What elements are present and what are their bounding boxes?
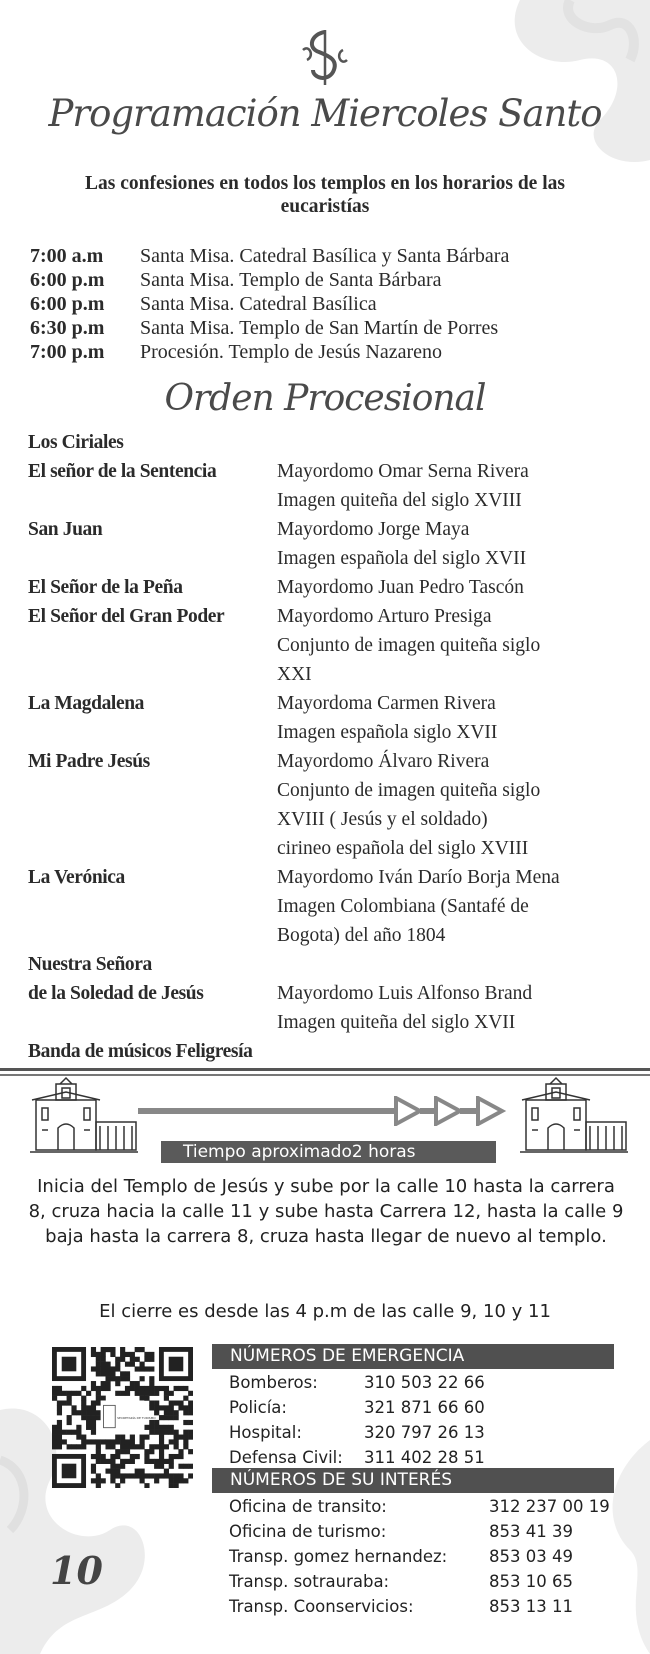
schedule-event: Procesión. Templo de Jesús Nazareno bbox=[140, 341, 443, 363]
procession-detail: Conjunto de imagen quiteña siglo bbox=[277, 780, 541, 801]
procession-detail: Mayordomo Luis Alfonso Brand bbox=[277, 983, 533, 1004]
interest-label: Transp. gomez hernandez: bbox=[229, 1547, 448, 1566]
schedule-time: 7:00 p.m bbox=[30, 341, 105, 363]
procession-row bbox=[28, 689, 650, 718]
procession-name bbox=[28, 486, 277, 515]
interest-number[interactable]: 853 41 39 bbox=[489, 1522, 573, 1541]
schedule-event: Santa Misa. Catedral Basílica y Santa Bárbara bbox=[140, 245, 510, 267]
procession-name bbox=[28, 1008, 277, 1037]
emergency-number[interactable]: 320 797 26 13 bbox=[364, 1423, 485, 1442]
closure-note: El cierre es desde las 4 p.m de las calle 9, 10 y 11 bbox=[99, 1301, 551, 1322]
procession-detail bbox=[277, 428, 617, 457]
procession-row bbox=[28, 660, 650, 689]
mass-schedule bbox=[30, 244, 509, 364]
schedule-time: 6:00 p.m bbox=[30, 293, 105, 315]
emergency-row bbox=[229, 1420, 485, 1445]
interest-row bbox=[229, 1594, 610, 1619]
interest-label: Oficina de turismo: bbox=[229, 1522, 387, 1541]
procession-detail: cirineo española del siglo XVIII bbox=[277, 838, 529, 859]
procession-list bbox=[28, 428, 650, 1066]
schedule-event: Santa Misa. Catedral Basílica bbox=[140, 293, 377, 315]
procession-detail: XVIII ( Jesús y el soldado) bbox=[277, 809, 488, 830]
emergency-heading: NÚMEROS DE EMERGENCIA bbox=[212, 1344, 614, 1369]
procession-detail: Mayordomo Jorge Maya bbox=[277, 519, 470, 540]
interest-row bbox=[229, 1569, 610, 1594]
procession-name: Banda de músicos Feligresía bbox=[28, 1041, 253, 1062]
procession-name bbox=[28, 921, 277, 950]
emergency-number[interactable]: 321 871 66 60 bbox=[364, 1398, 485, 1417]
interest-number[interactable]: 853 10 65 bbox=[489, 1572, 573, 1591]
procession-detail bbox=[277, 950, 617, 979]
procession-detail: Imagen quiteña del siglo XVII bbox=[277, 1012, 516, 1033]
procession-row bbox=[28, 950, 650, 979]
procession-row bbox=[28, 776, 650, 805]
procession-detail bbox=[428, 1037, 650, 1066]
procession-detail: Mayordomo Omar Serna Rivera bbox=[277, 461, 529, 482]
emergency-label: Defensa Civil: bbox=[229, 1448, 343, 1467]
procession-row bbox=[28, 631, 650, 660]
procession-name: La Magdalena bbox=[28, 693, 144, 714]
procession-row bbox=[28, 486, 650, 515]
svg-text:SECRETARÍA DE TURISMO: SECRETARÍA DE TURISMO bbox=[117, 1415, 156, 1420]
procession-name: La Verónica bbox=[28, 867, 125, 888]
church-icon-right bbox=[520, 1076, 628, 1156]
interest-row bbox=[229, 1519, 610, 1544]
procession-detail: Imagen española siglo XVII bbox=[277, 722, 498, 743]
procession-row bbox=[28, 544, 650, 573]
route-arrow-icon bbox=[138, 1096, 516, 1126]
procession-row bbox=[28, 863, 650, 892]
emergency-row bbox=[229, 1445, 485, 1470]
page-title: Programación Miercoles Santo bbox=[48, 92, 602, 135]
procession-row bbox=[28, 515, 650, 544]
schedule-time: 7:00 a.m bbox=[30, 245, 104, 267]
procession-name: Los Ciriales bbox=[28, 432, 124, 453]
page-number: 10 bbox=[50, 1548, 103, 1593]
procession-row bbox=[28, 747, 650, 776]
interest-number[interactable]: 853 13 11 bbox=[489, 1597, 573, 1616]
interest-heading: NÚMEROS DE SU INTERÉS bbox=[212, 1468, 614, 1493]
procession-name bbox=[28, 631, 277, 660]
procession-detail: Conjunto de imagen quiteña siglo bbox=[277, 635, 541, 656]
procession-row bbox=[28, 573, 650, 602]
procession-name: Mi Padre Jesús bbox=[28, 751, 150, 772]
procession-name: El Señor de la Peña bbox=[28, 577, 183, 598]
schedule-row bbox=[30, 292, 509, 316]
interest-label: Transp. Coonservicios: bbox=[229, 1597, 414, 1616]
emergency-number[interactable]: 310 503 22 66 bbox=[364, 1373, 485, 1392]
procession-name bbox=[28, 718, 277, 747]
interest-label: Oficina de transito: bbox=[229, 1497, 387, 1516]
interest-list bbox=[229, 1494, 610, 1619]
emblem-icon bbox=[299, 30, 351, 85]
procession-detail: Bogota) del año 1804 bbox=[277, 925, 446, 946]
qr-code bbox=[52, 1347, 193, 1488]
procession-row bbox=[28, 602, 650, 631]
procession-name: El señor de la Sentencia bbox=[28, 461, 217, 482]
procession-name bbox=[28, 776, 277, 805]
procession-name: Nuestra Señora bbox=[28, 954, 152, 975]
procession-row bbox=[28, 834, 650, 863]
procession-row bbox=[28, 718, 650, 747]
procession-name: San Juan bbox=[28, 519, 103, 540]
procession-row bbox=[28, 892, 650, 921]
schedule-event: Santa Misa. Templo de San Martín de Porres bbox=[140, 317, 499, 339]
procession-detail: Mayordoma Carmen Rivera bbox=[277, 693, 496, 714]
schedule-time: 6:30 p.m bbox=[30, 317, 105, 339]
interest-label: Transp. sotrauraba: bbox=[229, 1572, 390, 1591]
interest-number[interactable]: 853 03 49 bbox=[489, 1547, 573, 1566]
emergency-label: Hospital: bbox=[229, 1423, 302, 1442]
emergency-label: Policía: bbox=[229, 1398, 287, 1417]
procession-name bbox=[28, 892, 277, 921]
procession-name: El Señor del Gran Poder bbox=[28, 606, 225, 627]
procession-row bbox=[28, 1008, 650, 1037]
church-icon-left bbox=[30, 1076, 138, 1156]
schedule-event: Santa Misa. Templo de Santa Bárbara bbox=[140, 269, 442, 291]
procession-detail: Imagen quiteña del siglo XVIII bbox=[277, 490, 522, 511]
schedule-row bbox=[30, 244, 509, 268]
procession-detail: Mayordomo Álvaro Rivera bbox=[277, 751, 490, 772]
procession-detail: XXI bbox=[277, 664, 312, 685]
interest-row bbox=[229, 1544, 610, 1569]
procession-detail: Mayordomo Iván Darío Borja Mena bbox=[277, 867, 560, 888]
confessions-note: Las confesiones en todos los templos en los horarios de las eucaristías bbox=[85, 173, 565, 217]
interest-row bbox=[229, 1494, 610, 1519]
emergency-label: Bomberos: bbox=[229, 1373, 318, 1392]
emergency-list bbox=[229, 1370, 485, 1470]
emergency-number[interactable]: 311 402 28 51 bbox=[364, 1448, 485, 1467]
procession-title: Orden Procesional bbox=[164, 378, 486, 419]
schedule-row bbox=[30, 316, 509, 340]
procession-row bbox=[28, 805, 650, 834]
procession-name bbox=[28, 805, 277, 834]
procession-detail: Imagen española del siglo XVII bbox=[277, 548, 527, 569]
procession-detail: Mayordomo Arturo Presiga bbox=[277, 606, 492, 627]
section-divider bbox=[0, 1068, 650, 1071]
procession-row bbox=[28, 428, 650, 457]
schedule-row bbox=[30, 340, 509, 364]
procession-detail: Mayordomo Juan Pedro Tascón bbox=[277, 577, 524, 598]
procession-row bbox=[28, 979, 650, 1008]
duration-badge: Tiempo aproximado2 horas bbox=[161, 1141, 496, 1163]
procession-detail: Imagen Colombiana (Santafé de bbox=[277, 896, 529, 917]
procession-row bbox=[28, 1037, 650, 1066]
route-description: Inicia del Templo de Jesús y sube por la calle 10 hasta la carrera 8, cruza hacia la calle 11 y sube hasta Carrera 12, hasta la calle 9 baja hasta la carrera 8, cruza hasta llegar de nuevo al templo. bbox=[28, 1176, 624, 1247]
procession-name bbox=[28, 660, 277, 689]
emergency-row bbox=[229, 1370, 485, 1395]
schedule-time: 6:00 p.m bbox=[30, 269, 105, 291]
schedule-row bbox=[30, 268, 509, 292]
procession-name bbox=[28, 544, 277, 573]
procession-row bbox=[28, 457, 650, 486]
procession-row bbox=[28, 921, 650, 950]
procession-name bbox=[28, 834, 277, 863]
emergency-row bbox=[229, 1395, 485, 1420]
procession-name: de la Soledad de Jesús bbox=[28, 983, 204, 1004]
interest-number[interactable]: 312 237 00 19 bbox=[489, 1497, 610, 1516]
